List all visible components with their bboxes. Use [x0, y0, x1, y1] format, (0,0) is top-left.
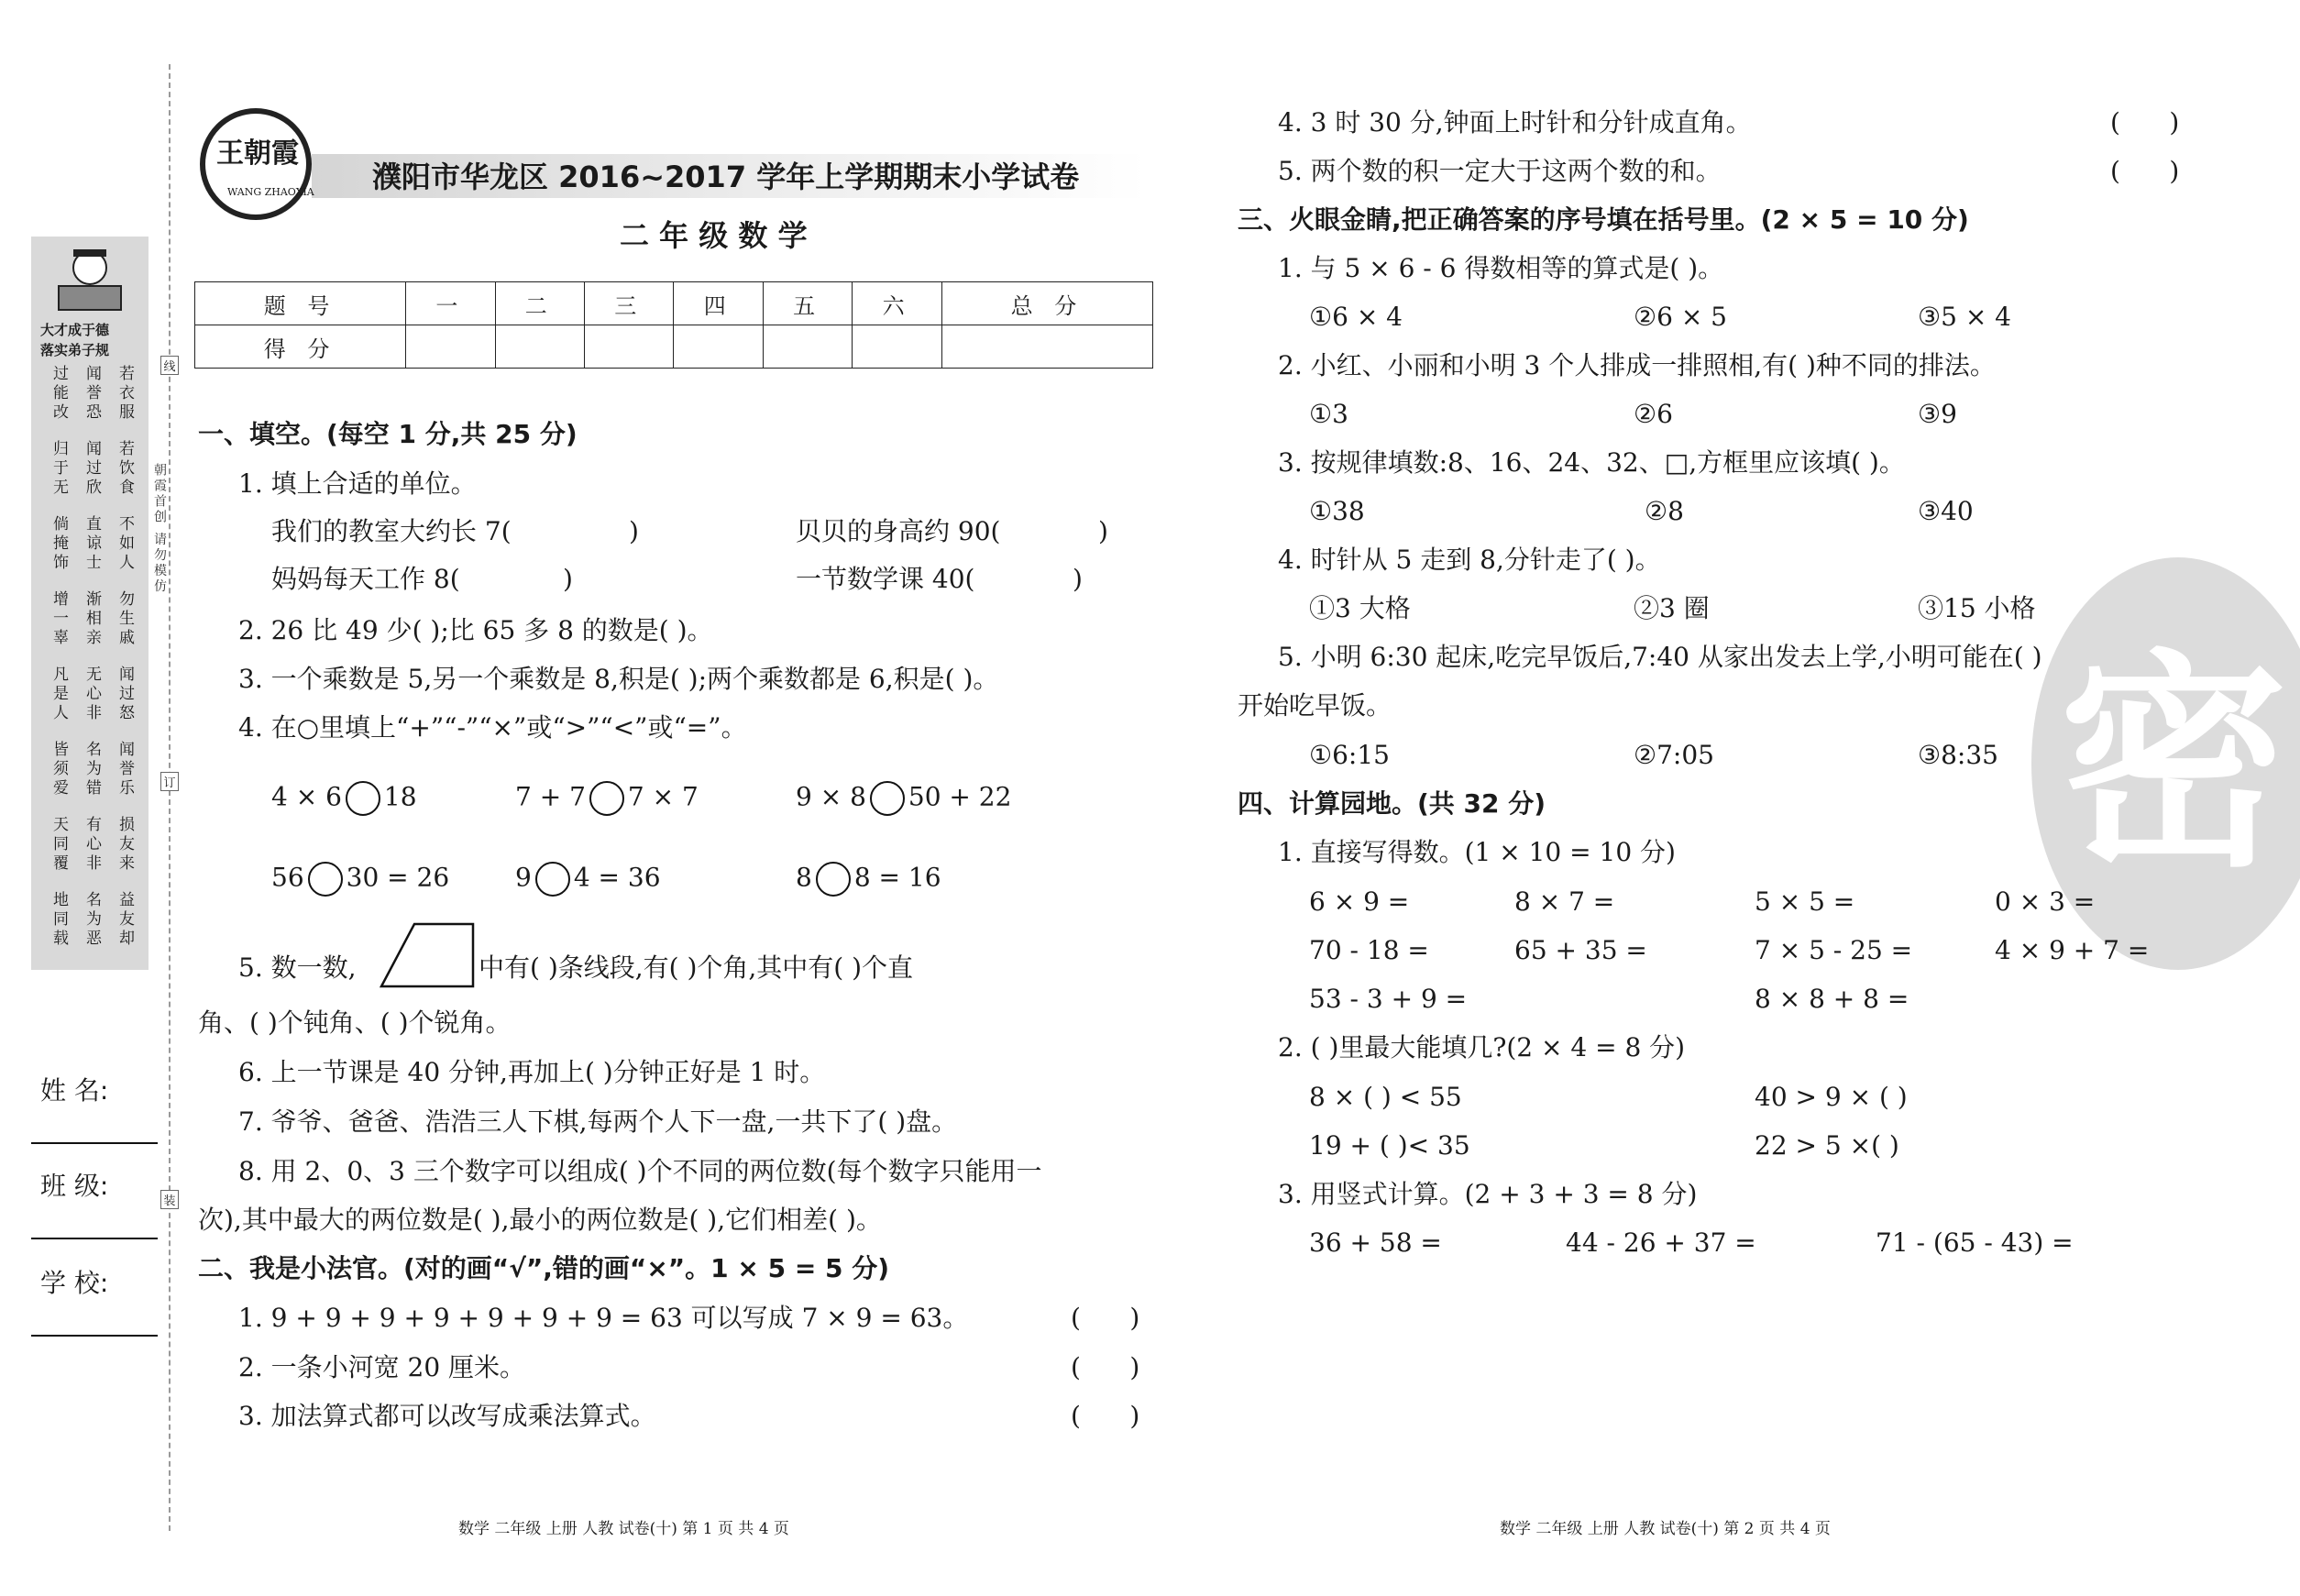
- judge-item: 4. 3 时 30 分,钟面上时针和分针成直角。: [1278, 107, 1752, 138]
- motto-column: 渐相亲: [83, 590, 101, 648]
- score-cell: 三: [585, 282, 674, 325]
- comparison-left: 4 × 6: [271, 781, 342, 812]
- motto-column: 若饮食: [116, 440, 134, 498]
- score-cell: 二: [495, 282, 584, 325]
- comparison-right: 8 = 16: [853, 862, 941, 893]
- score-cell: 一: [406, 282, 495, 325]
- answer-circle[interactable]: [346, 781, 380, 816]
- comparison-right: 4 = 36: [573, 862, 661, 893]
- page-footer: 数学 二年级 上册 人教 试卷(十) 第 2 页 共 4 页: [1500, 1520, 1831, 1538]
- copyright-note: 朝霞首创 请勿模仿: [152, 463, 167, 595]
- comparison-left: 56: [271, 862, 304, 893]
- score-cell: 题 号: [195, 282, 406, 325]
- question-text: 我们的教室大约长 7(: [271, 516, 512, 546]
- calc-item: 70 - 18 =: [1309, 935, 1429, 965]
- calc-item: 8 × 8 + 8 =: [1755, 984, 1909, 1014]
- answer-circle[interactable]: [308, 862, 343, 897]
- judge-item: 3. 加法算式都可以改写成乘法算式。: [238, 1401, 656, 1431]
- vertical-calc-item: 36 + 58 =: [1309, 1227, 1442, 1258]
- option[interactable]: ②8: [1645, 496, 1684, 526]
- motto-column: 天同覆: [50, 816, 68, 874]
- question-text: 贝贝的身高约 90(: [796, 516, 1001, 546]
- motto-column: 闻过怒: [116, 666, 134, 723]
- score-cell: 五: [763, 282, 852, 325]
- score-cell: 六: [853, 282, 941, 325]
- question-text: 角、( )个钝角、( )个锐角。: [198, 1007, 512, 1038]
- scholar-figure-icon: [31, 242, 149, 315]
- motto-column: 损友来: [116, 816, 134, 874]
- answer-blank[interactable]: ( ): [2110, 107, 2180, 138]
- motto-column: 名为恶: [83, 891, 101, 949]
- name-line[interactable]: [31, 1142, 158, 1144]
- vertical-calc-item: 71 - (65 - 43) =: [1876, 1227, 2074, 1258]
- motto-column: 名为错: [83, 741, 101, 798]
- score-input[interactable]: [585, 325, 674, 369]
- motto-column: 皆须爱: [50, 741, 68, 798]
- motto-top: 落实弟子规: [40, 342, 110, 358]
- question-text: 5. 数一数,: [238, 952, 357, 983]
- option[interactable]: ②6 × 5: [1634, 302, 1727, 332]
- question-text: 中有( )条线段,有( )个角,其中有( )个直: [479, 952, 914, 983]
- option[interactable]: ②6: [1634, 399, 1673, 429]
- answer-blank[interactable]: ( ): [1071, 1352, 1140, 1382]
- section-heading: 二、我是小法官。(对的画“√”,错的画“×”。1 × 5 = 5 分): [198, 1253, 890, 1283]
- score-cell: 四: [674, 282, 763, 325]
- option[interactable]: ①38: [1309, 496, 1365, 526]
- question-text: 4. 时针从 5 走到 8,分针走了( )。: [1278, 545, 1661, 575]
- seal-mark: 订: [160, 772, 179, 791]
- comparison-right: 30 = 26: [346, 862, 450, 893]
- motto-column: 过能改: [50, 365, 68, 423]
- answer-blank[interactable]: ( ): [1071, 1401, 1140, 1431]
- option[interactable]: ①3 大格: [1309, 593, 1411, 623]
- exam-subtitle: 二 年 级 数 学: [620, 218, 808, 253]
- score-input[interactable]: [763, 325, 852, 369]
- question-text: 2. ( )里最大能填几?(2 × 4 = 8 分): [1278, 1032, 1686, 1062]
- question-text: ): [563, 564, 573, 594]
- option[interactable]: ②3 圈: [1634, 593, 1710, 623]
- comparison-item: [796, 862, 941, 897]
- score-cell: 总 分: [941, 282, 1152, 325]
- page-footer: 数学 二年级 上册 人教 试卷(十) 第 1 页 共 4 页: [458, 1520, 789, 1538]
- class-label: 班 级:: [40, 1171, 109, 1201]
- motto-column: 闻誉乐: [116, 741, 134, 798]
- answer-circle[interactable]: [816, 862, 851, 897]
- motto-column: 闻过欣: [83, 440, 101, 498]
- motto-column: 闻誉恐: [83, 365, 101, 423]
- question-text: 开始吃早饭。: [1238, 690, 1392, 721]
- motto-panel: [31, 237, 149, 970]
- motto-column: 增一辜: [50, 590, 68, 648]
- motto-column: 凡是人: [50, 666, 68, 723]
- question-text: ): [1073, 564, 1083, 594]
- comparison-item: [796, 781, 1011, 816]
- inequality-item: 40 > 9 × ( ): [1755, 1082, 1908, 1112]
- score-input[interactable]: [674, 325, 763, 369]
- question-text: 一节数学课 40(: [796, 564, 975, 594]
- motto-column: 归于无: [50, 440, 68, 498]
- exam-title: 濮阳市华龙区 2016~2017 学年上学期期末小学试卷: [372, 160, 1080, 194]
- option[interactable]: ②7:05: [1634, 740, 1714, 770]
- question-text: 3. 按规律填数:8、16、24、32、□,方框里应该填( )。: [1278, 447, 1905, 478]
- motto-column: 有心非: [83, 816, 101, 874]
- motto-column: 勿生戚: [116, 590, 134, 648]
- option[interactable]: ③9: [1918, 399, 1957, 429]
- stamp-text: 密: [2059, 631, 2288, 897]
- question-text: 妈妈每天工作 8(: [271, 564, 460, 594]
- question-text: 2. 26 比 49 少( );比 65 多 8 的数是( )。: [238, 615, 713, 645]
- option[interactable]: ③8:35: [1918, 740, 1998, 770]
- comparison-left: 7 + 7: [515, 781, 586, 812]
- inequality-item: 19 + ( )< 35: [1309, 1130, 1470, 1161]
- answer-circle[interactable]: [589, 781, 624, 816]
- brand-logo: [200, 108, 312, 220]
- question-text: ): [1098, 516, 1108, 546]
- answer-circle[interactable]: [535, 862, 570, 897]
- score-input[interactable]: [853, 325, 941, 369]
- comparison-left: 9: [515, 862, 532, 893]
- score-input[interactable]: [941, 325, 1152, 369]
- judge-item: 5. 两个数的积一定大于这两个数的和。: [1278, 156, 1722, 186]
- motto-column: 不如人: [116, 515, 134, 573]
- calc-item: 6 × 9 =: [1309, 886, 1410, 917]
- logo-sub: WANG ZHAOXIA: [227, 186, 314, 198]
- comparison-item: [271, 781, 417, 816]
- answer-blank[interactable]: ( ): [1071, 1303, 1140, 1333]
- motto-column: 无心非: [83, 666, 101, 723]
- question-text: 1. 填上合适的单位。: [238, 468, 477, 499]
- logo-text: 王朝霞: [216, 138, 299, 170]
- question-text: ): [629, 516, 639, 546]
- calc-item: 53 - 3 + 9 =: [1309, 984, 1468, 1014]
- question-text: 4. 在○里填上“+”“-”“×”或“>”“<”或“=”。: [238, 712, 747, 743]
- question-text: 5. 小明 6:30 起床,吃完早饭后,7:40 从家出发去上学,小明可能在( ): [1278, 642, 2042, 672]
- judge-item: 1. 9 + 9 + 9 + 9 + 9 + 9 + 9 = 63 可以写成 7 × 9 = 63。: [238, 1303, 969, 1333]
- motto-column: 直谅士: [83, 515, 101, 573]
- calc-item: 8 × 7 =: [1514, 886, 1615, 917]
- inequality-item: 8 × ( ) < 55: [1309, 1082, 1462, 1112]
- question-text: 1. 与 5 × 6 - 6 得数相等的算式是( )。: [1278, 253, 1724, 283]
- seal-mark: 线: [160, 356, 179, 375]
- question-text: 3. 用竖式计算。(2 + 3 + 3 = 8 分): [1278, 1179, 1698, 1209]
- question-text: 6. 上一节课是 40 分钟,再加上( )分钟正好是 1 时。: [238, 1057, 826, 1087]
- option[interactable]: ①6:15: [1309, 740, 1390, 770]
- calc-item: 0 × 3 =: [1995, 886, 2096, 917]
- calc-item: 7 × 5 - 25 =: [1755, 935, 1913, 965]
- vertical-calc-item: 44 - 26 + 37 =: [1566, 1227, 1756, 1258]
- question-text: 7. 爷爷、爸爸、浩浩三人下棋,每两个人下一盘,一共下了( )盘。: [238, 1106, 958, 1137]
- calc-item: 5 × 5 =: [1755, 886, 1855, 917]
- section-heading: 三、火眼金睛,把正确答案的序号填在括号里。(2 × 5 = 10 分): [1238, 204, 1969, 235]
- answer-blank[interactable]: ( ): [2110, 156, 2180, 186]
- calc-item: 4 × 9 + 7 =: [1995, 935, 2150, 965]
- comparison-left: 9 × 8: [796, 781, 866, 812]
- motto-column: 倘掩饰: [50, 515, 68, 573]
- calc-item: 65 + 35 =: [1514, 935, 1647, 965]
- motto-column: 若衣服: [116, 365, 134, 423]
- comparison-item: [271, 862, 449, 897]
- school-label: 学 校:: [40, 1268, 109, 1298]
- school-line[interactable]: [31, 1335, 158, 1337]
- score-table: [194, 281, 1153, 369]
- seal-mark: 装: [160, 1190, 179, 1209]
- name-label: 姓 名:: [40, 1075, 109, 1106]
- score-table-score-row: [195, 325, 1153, 369]
- comparison-right: 50 + 22: [908, 781, 1012, 812]
- comparison-item: [515, 781, 699, 816]
- comparison-right: 7 × 7: [627, 781, 699, 812]
- inequality-item: 22 > 5 ×( ): [1755, 1130, 1899, 1161]
- score-cell: 得 分: [195, 325, 406, 369]
- score-input[interactable]: [495, 325, 584, 369]
- motto-column: 益友却: [116, 891, 134, 949]
- option[interactable]: ③40: [1918, 496, 1974, 526]
- class-line[interactable]: [31, 1238, 158, 1239]
- question-text: 3. 一个乘数是 5,另一个乘数是 8,积是( );两个乘数都是 6,积是( )。: [238, 664, 999, 694]
- score-input[interactable]: [406, 325, 495, 369]
- question-text: 次),其中最大的两位数是( ),最小的两位数是( ),它们相差( )。: [198, 1205, 882, 1235]
- judge-item: 2. 一条小河宽 20 厘米。: [238, 1352, 526, 1382]
- option[interactable]: ①3: [1309, 399, 1348, 429]
- binding-line: [169, 64, 171, 1531]
- motto-column: 地同载: [50, 891, 68, 949]
- motto-top: 大才成于德: [40, 322, 110, 338]
- trapezoid-figure: [378, 920, 479, 990]
- comparison-left: 8: [796, 862, 812, 893]
- option[interactable]: ③5 × 4: [1918, 302, 2011, 332]
- option[interactable]: ③15 小格: [1918, 593, 2036, 623]
- question-text: 2. 小红、小丽和小明 3 个人排成一排照相,有( )种不同的排法。: [1278, 350, 1996, 380]
- question-text: 8. 用 2、0、3 三个数字可以组成( )个不同的两位数(每个数字只能用一: [238, 1156, 1042, 1186]
- comparison-item: [515, 862, 661, 897]
- option[interactable]: ①6 × 4: [1309, 302, 1403, 332]
- section-heading: 一、填空。(每空 1 分,共 25 分): [198, 419, 578, 449]
- comparison-right: 18: [383, 781, 417, 812]
- section-heading: 四、计算园地。(共 32 分): [1238, 788, 1546, 819]
- answer-circle[interactable]: [870, 781, 905, 816]
- question-text: 1. 直接写得数。(1 × 10 = 10 分): [1278, 837, 1676, 867]
- score-table-header-row: [195, 282, 1153, 325]
